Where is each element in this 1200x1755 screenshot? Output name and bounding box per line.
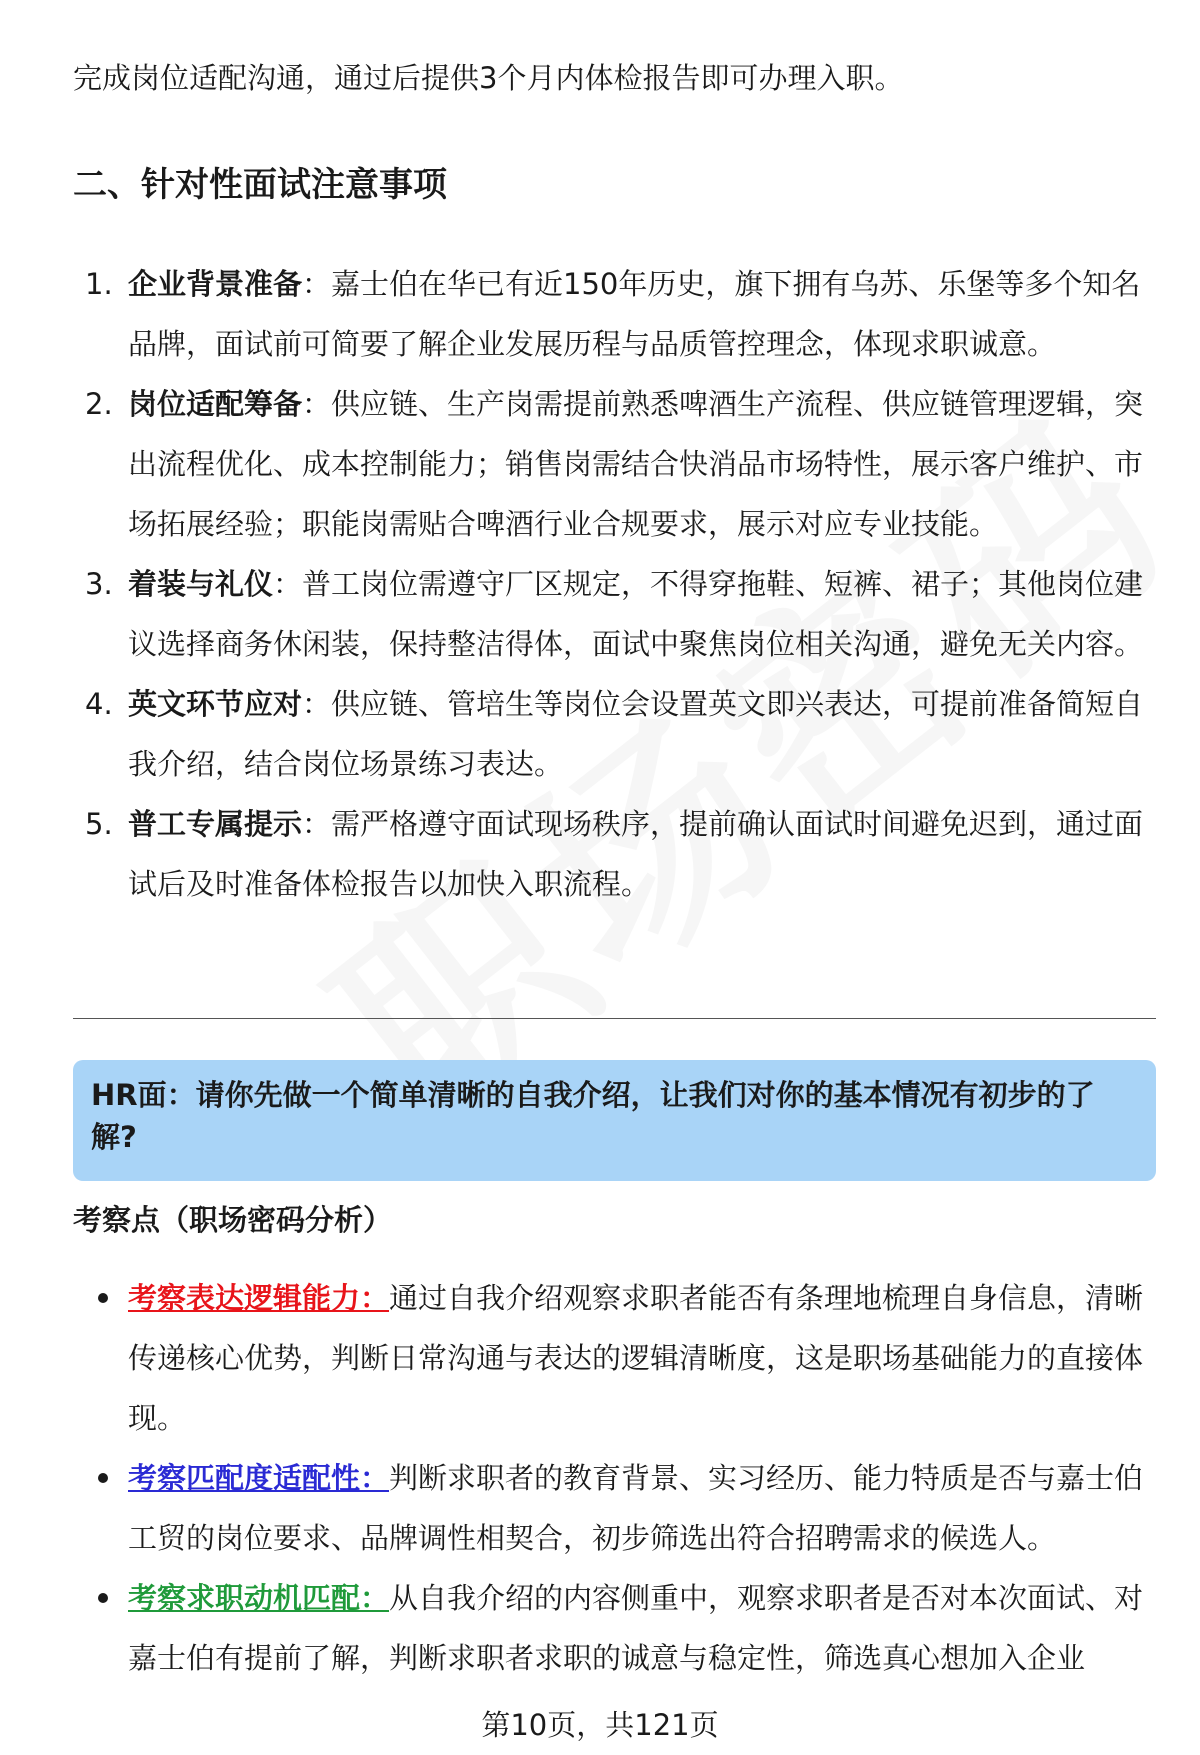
item-text: 需严格遵守面试现场秩序，提前确认面试时间避免迟到，通过面试后及时准备体检报告以加快入职流程。 (128, 807, 1144, 901)
item-text: 供应链、管培生等岗位会设置英文即兴表达，可提前准备简短自我介绍，结合岗位场景练习表达。 (128, 687, 1144, 781)
list-item (73, 1568, 1145, 1688)
item-number: 5. (85, 807, 113, 841)
list-item (73, 1268, 1145, 1448)
item-label: 英文环节应对 (128, 687, 303, 721)
top-paragraph: 完成岗位适配沟通，通过后提供3个月内体检报告即可办理入职。 (73, 61, 904, 95)
analysis-list (73, 1268, 1145, 1688)
analysis-heading: 考察点（职场密码分析） (73, 1203, 393, 1237)
item-label: 企业背景准备 (128, 267, 303, 301)
bullet-icon (98, 1473, 108, 1483)
question-text: HR面：请你先做一个简单清晰的自我介绍，让我们对你的基本情况有初步的了解? (91, 1078, 1095, 1154)
horizontal-divider (73, 1018, 1156, 1019)
item-number: 2. (85, 387, 113, 421)
analysis-point-label: 考察匹配度适配性： (128, 1461, 390, 1495)
item-label: 普工专属提示 (128, 807, 303, 841)
list-item (73, 254, 1145, 374)
analysis-point-text: 判断求职者的教育背景、实习经历、能力特质是否与嘉士伯工贸的岗位要求、品牌调性相契合，初步筛选出符合招聘需求的候选人。 (128, 1461, 1144, 1555)
list-item (73, 374, 1145, 554)
bullet-icon (98, 1293, 108, 1303)
list-item (73, 1448, 1145, 1568)
item-separator: ： (302, 807, 332, 841)
item-separator: ： (302, 387, 332, 421)
item-label: 岗位适配筹备 (128, 387, 303, 421)
bullet-icon (98, 1593, 108, 1603)
item-number: 4. (85, 687, 113, 721)
item-separator: ： (302, 267, 332, 301)
item-number: 3. (85, 567, 113, 601)
question-box (73, 1060, 1156, 1181)
list-item (73, 674, 1145, 794)
analysis-point-text: 通过自我介绍观察求职者能否有条理地梳理自身信息，清晰传递核心优势，判断日常沟通与表达的逻辑清晰度，这是职场基础能力的直接体现。 (128, 1281, 1144, 1435)
list-item (73, 554, 1145, 674)
page-footer: 第10页，共121页 (481, 1708, 719, 1742)
tips-list (73, 254, 1145, 914)
item-number: 1. (85, 267, 113, 301)
item-text: 供应链、生产岗需提前熟悉啤酒生产流程、供应链管理逻辑，突出流程优化、成本控制能力；销售岗需结合快消品市场特性，展示客户维护、市场拓展经验；职能岗需贴合啤酒行业合规要求，展示对应专业技能。 (128, 387, 1144, 541)
item-text: 嘉士伯在华已有近150年历史，旗下拥有乌苏、乐堡等多个知名品牌，面试前可简要了解企业发展历程与品质管控理念，体现求职诚意。 (128, 267, 1141, 361)
analysis-point-text: 从自我介绍的内容侧重中，观察求职者是否对本次面试、对嘉士伯有提前了解，判断求职者求职的诚意与稳定性，筛选真心想加入企业 (128, 1581, 1144, 1675)
item-separator: ： (302, 687, 332, 721)
item-separator: ： (273, 567, 303, 601)
item-label: 着装与礼仪 (128, 567, 274, 601)
section-heading: 二、针对性面试注意事项 (73, 165, 447, 205)
analysis-point-label: 考察求职动机匹配： (128, 1581, 390, 1615)
list-item (73, 794, 1145, 914)
analysis-point-label: 考察表达逻辑能力： (128, 1281, 390, 1315)
item-text: 普工岗位需遵守厂区规定，不得穿拖鞋、短裤、裙子；其他岗位建议选择商务休闲装，保持整洁得体，面试中聚焦岗位相关沟通，避免无关内容。 (128, 567, 1144, 661)
